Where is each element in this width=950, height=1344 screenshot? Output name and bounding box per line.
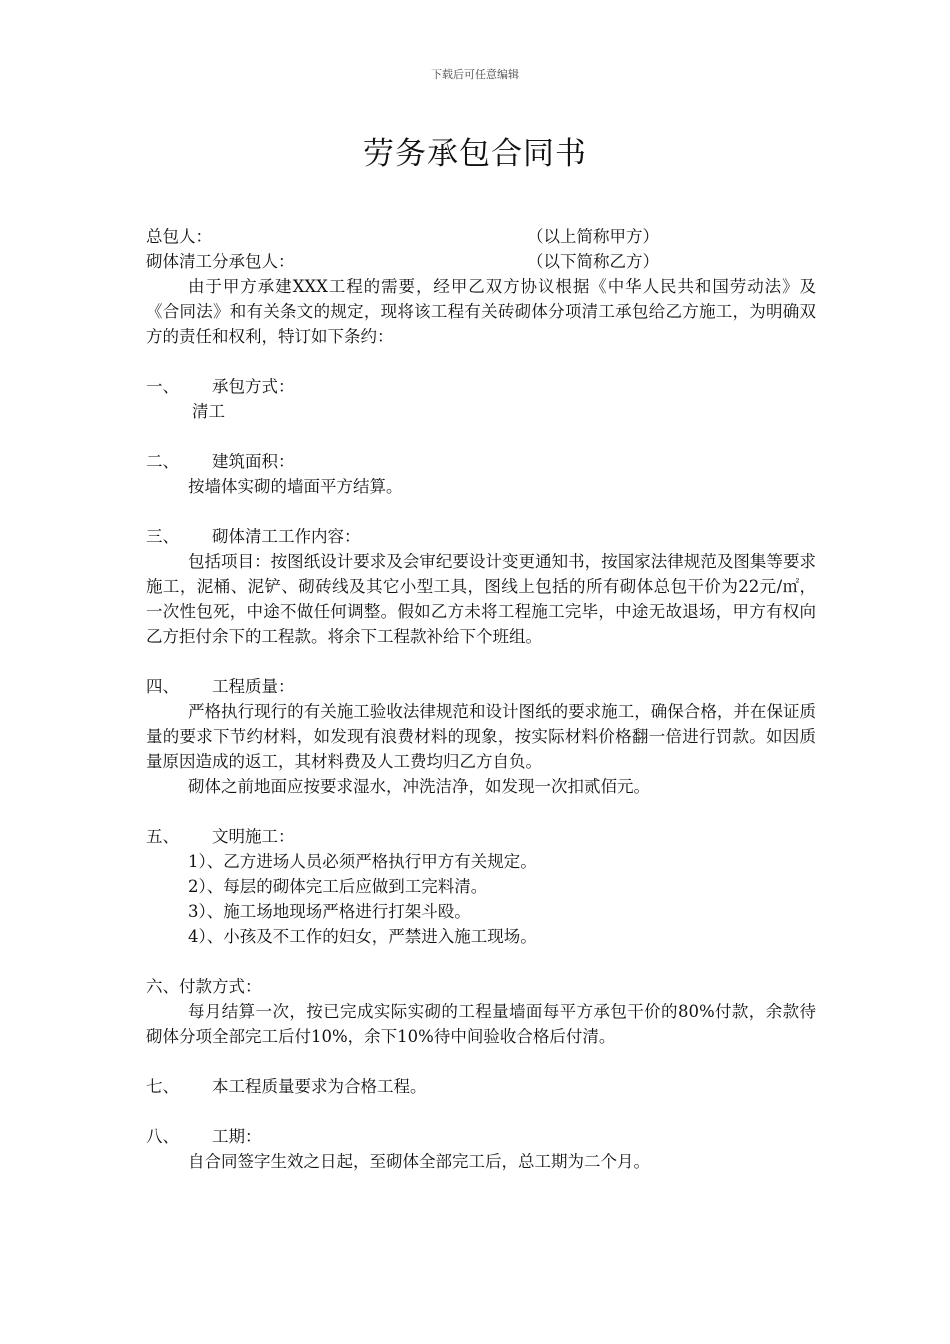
section-content-extra: 砌体之前地面应按要求湿水，冲洗洁净，如发现一次扣贰佰元。 — [188, 777, 650, 796]
section-number: 八、 — [146, 1127, 179, 1146]
document-body — [146, 224, 816, 1174]
section-title: 文明施工： — [212, 827, 295, 846]
section-heading — [146, 524, 816, 549]
section-title: 工期： — [212, 1127, 262, 1146]
header-note: 下载后可任意编辑 — [431, 68, 519, 81]
list-item: 2）、每层的砌体完工后应做到工完料清。 — [188, 877, 488, 896]
section-content: 严格执行现行的有关施工验收法律规范和设计图纸的要求施工，确保合格，并在保证质量的要求下节约材料，如发现有浪费材料的现象，按实际材料价格翻一倍进行罚款。如因质量原因造成的返工，其材料费及人工费均归乙方自负。 — [146, 702, 816, 771]
party-label: 砌体清工分承包人： — [146, 252, 295, 271]
intro-paragraph: 由于甲方承建XXX工程的需要，经甲乙双方协议根据《中华人民共和国劳动法》及《合同法》和有关条文的规定，现将该工程有关砖砌体分项清工承包给乙方施工，为明确双方的责任和权利，特订如下条约： — [146, 277, 816, 346]
section-number: 三、 — [146, 527, 179, 546]
section-number: 四、 — [146, 677, 179, 696]
section-heading — [146, 824, 816, 849]
party-row-general — [146, 224, 816, 249]
section-title: 承包方式： — [212, 377, 295, 396]
section-content: 自合同签字生效之日起，至砌体全部完工后，总工期为二个月。 — [188, 1152, 650, 1171]
list-item: 4）、小孩及不工作的妇女，严禁进入施工现场。 — [188, 927, 537, 946]
list-item: 1）、乙方进场人员必须严格执行甲方有关规定。 — [188, 852, 537, 871]
section-number: 七、 — [146, 1077, 179, 1096]
section-title: 本工程质量要求为合格工程。 — [212, 1077, 427, 1096]
section-heading — [146, 1124, 816, 1149]
section-heading — [146, 449, 816, 474]
section-number: 二、 — [146, 452, 179, 471]
section-heading — [146, 1074, 816, 1099]
section-content: 包括项目：按图纸设计要求及会审纪要设计变更通知书，按国家法律规范及图集等要求施工，泥桶、泥铲、砌砖线及其它小型工具，图线上包括的所有砌体总包干价为22元/㎡，一次性包死，中途不做任何调整。假如乙方未将工程施工完毕，中途无故退场，甲方有权向乙方拒付余下的工程款。将余下工程款补给下个班组。 — [146, 552, 816, 646]
section-heading — [146, 374, 816, 399]
section-title: 砌体清工工作内容： — [212, 527, 361, 546]
party-note: （以下简称乙方） — [527, 252, 659, 271]
section-number: 五、 — [146, 827, 179, 846]
section-content: 清工 — [192, 402, 225, 421]
section-content: 按墙体实砌的墙面平方结算。 — [188, 477, 403, 496]
document-title: 劳务承包合同书 — [363, 136, 587, 172]
section-title: 建筑面积： — [212, 452, 295, 471]
section-content: 每月结算一次，按已完成实际实砌的工程量墙面每平方承包干价的80%付款，余款待砌体分项全部完工后付10%，余下10%待中间验收合格后付清。 — [146, 1002, 816, 1046]
section-heading — [146, 974, 816, 999]
party-row-sub — [146, 249, 816, 274]
section-title: 六、付款方式： — [146, 977, 262, 996]
list-item: 3）、施工场地现场严格进行打架斗殴。 — [188, 902, 471, 921]
section-number: 一、 — [146, 377, 179, 396]
party-label: 总包人： — [146, 227, 212, 246]
section-title: 工程质量： — [212, 677, 295, 696]
section-heading — [146, 674, 816, 699]
party-note: （以上简称甲方） — [527, 227, 659, 246]
